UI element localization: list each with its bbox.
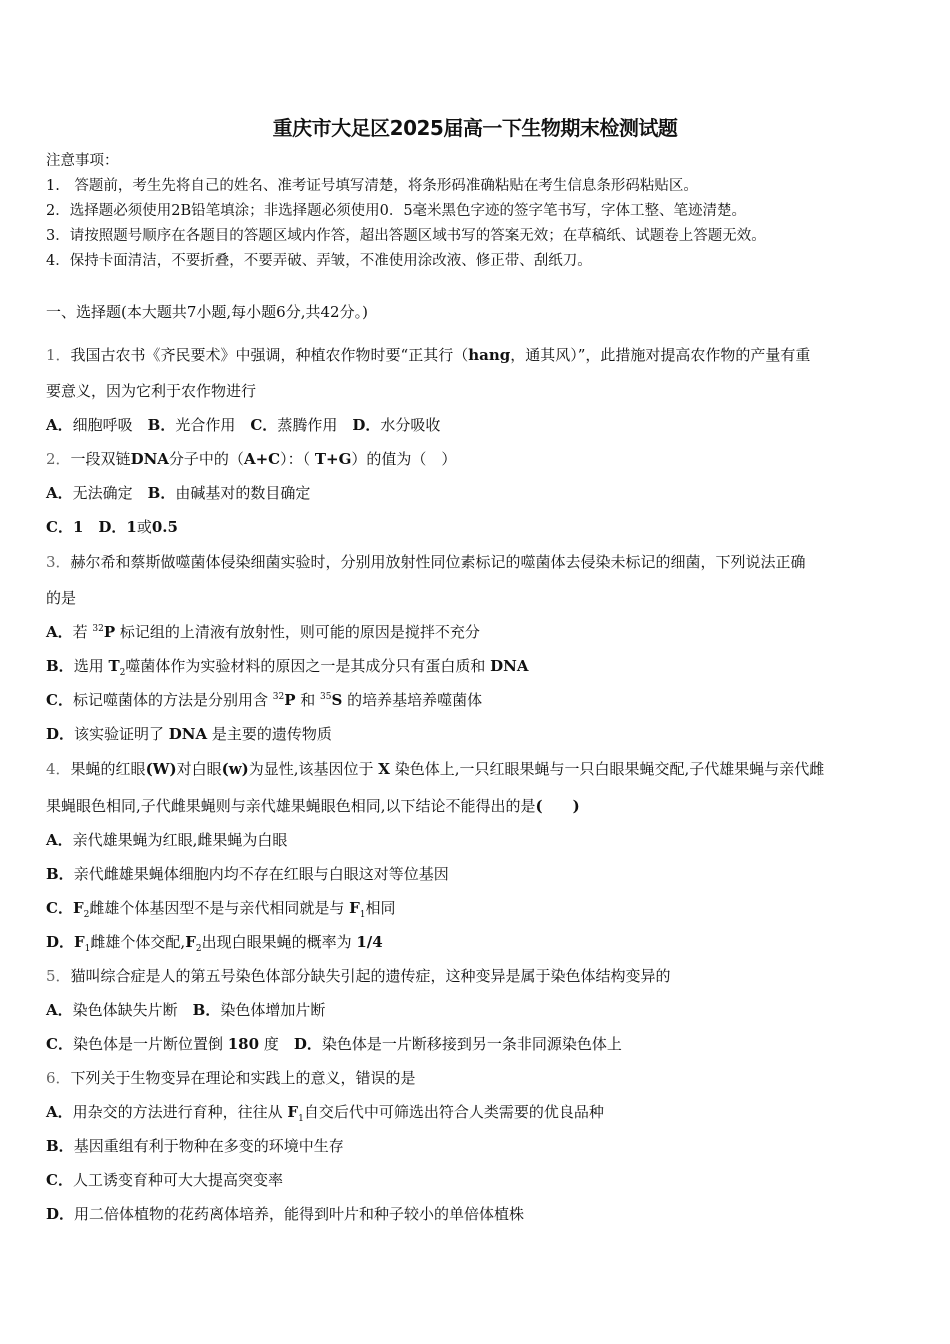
text-run: 1/4 xyxy=(356,933,383,951)
text-run: A． xyxy=(46,623,73,641)
text-run: 赫尔希和蔡斯做噬菌体侵染细菌实验时，分别用放射性同位素标记的噬菌体去侵染未标记的细菌，下列说法正确 xyxy=(70,553,806,571)
text-run: 度 xyxy=(259,1035,294,1053)
text-run: 染色体是一片断移接到另一条非同源染色体上 xyxy=(321,1035,622,1053)
text-run: S xyxy=(331,691,343,709)
text-run: 3．请按照题号顺序在各题目的答题区域内作答，超出答题区域书写的答案无效；在草稿纸、试题卷上答题无效。 xyxy=(46,228,766,244)
text-run: 2． xyxy=(46,450,71,468)
text-run: 是主要的遗传物质 xyxy=(207,725,332,743)
text-run: C． xyxy=(46,1171,73,1189)
text-run: 35 xyxy=(320,692,332,702)
text-run: 亲代雄果蝇为红眼,雌果蝇为白眼 xyxy=(72,831,288,849)
text-run: C．F xyxy=(46,899,84,917)
text-line xyxy=(46,830,287,850)
text-run: 1 xyxy=(359,910,366,920)
text-run: (W) xyxy=(145,760,177,778)
text-run: 2．选择题必须使用2B铅笔填涂；非选择题必须使用0．5毫米黑色字迹的签字笔书写，字体工整、笔迹清楚。 xyxy=(46,203,747,219)
text-run: T xyxy=(108,657,120,675)
section-heading: 一、选择题(本大题共7小题,每小题6分,共42分。) xyxy=(46,303,368,321)
text-line xyxy=(46,690,482,710)
text-run: 对白眼 xyxy=(176,760,222,778)
text-run: DNA xyxy=(130,450,169,468)
text-run: 染色体增加片断 xyxy=(220,1001,326,1019)
text-run: 32 xyxy=(92,624,104,634)
text-run: 一段双链 xyxy=(70,450,131,468)
text-run: B． xyxy=(46,1137,74,1155)
text-run: 选用 xyxy=(73,657,109,675)
text-line xyxy=(46,622,480,642)
text-run: 无法确定 xyxy=(72,484,148,502)
text-run: 自交后代中可筛选出符合人类需要的优良品种 xyxy=(303,1103,604,1121)
text-run: C． xyxy=(46,1035,73,1053)
text-run: 2 xyxy=(83,910,90,920)
text-run: 我国古农书《齐民要术》中强调，种植农作物时要“正其行（ xyxy=(70,346,469,364)
text-run: 基因重组有利于物种在多变的环境中生存 xyxy=(73,1137,344,1155)
text-run: A． xyxy=(46,416,73,434)
text-line xyxy=(46,345,810,365)
text-run: P xyxy=(284,691,296,709)
text-line xyxy=(46,381,256,401)
text-run: DNA xyxy=(490,657,529,675)
text-run: 光合作用 xyxy=(175,416,251,434)
text-run: 3． xyxy=(46,553,71,571)
text-run: 4．保持卡面清洁，不要折叠，不要弄破、弄皱，不准使用涂改液、修正带、刮纸刀。 xyxy=(46,253,592,269)
text-run: 雌雄个体交配, xyxy=(90,933,186,951)
text-run: P xyxy=(103,623,116,641)
text-line xyxy=(46,517,178,537)
text-run: 2 xyxy=(119,668,126,678)
text-run: 1 xyxy=(298,1114,304,1124)
text-run: 的是 xyxy=(46,589,77,607)
text-run: B． xyxy=(46,657,74,675)
text-run: 噬菌体作为实验材料的原因之一是其成分只有蛋白质和 xyxy=(125,657,491,675)
document-title: 重庆市大足区2025届高一下生物期末检测试题 xyxy=(272,116,678,140)
text-run: 人工诱变育种可大大提高突变率 xyxy=(72,1171,283,1189)
text-run: 2 xyxy=(195,944,202,954)
text-run: A． xyxy=(46,1001,73,1019)
text-run: 和 xyxy=(295,691,321,709)
text-run: ）：（ xyxy=(280,450,315,468)
text-run: C． xyxy=(250,416,278,434)
text-run: 为显性,该基因位于 xyxy=(248,760,379,778)
text-run: D． xyxy=(46,1205,75,1223)
text-run: 4． xyxy=(46,760,71,778)
text-run: A+C xyxy=(243,450,281,468)
text-run: D． xyxy=(352,416,381,434)
text-run: 1. 答题前，考生先将自己的姓名、准考证号填写清楚，将条形码准确粘贴在考生信息条形码粘贴区。 xyxy=(46,178,698,194)
text-run: D．F xyxy=(46,933,85,951)
text-run: B． xyxy=(147,416,176,434)
text-run: 标记组的上清液有放射性，则可能的原因是搅拌不充分 xyxy=(115,623,480,641)
text-run: 细胞呼吸 xyxy=(72,416,148,434)
text-run: 6． xyxy=(46,1069,71,1087)
text-run: 由碱基对的数目确定 xyxy=(175,484,311,502)
text-run: 雌雄个体基因型不是与亲代相同就是与 xyxy=(89,899,350,917)
text-line xyxy=(46,1000,325,1020)
text-line xyxy=(46,966,671,986)
text-run: 染色体上,一只红眼果蝇与一只白眼果蝇交配,子代雄果蝇与亲代雌 xyxy=(389,760,825,778)
text-line xyxy=(46,1068,416,1088)
text-run: ( ) xyxy=(535,797,580,815)
text-line xyxy=(46,759,824,779)
text-run: 用杂交的方法进行育种，往往从 xyxy=(72,1103,288,1121)
text-line xyxy=(46,176,698,196)
text-line xyxy=(46,724,332,744)
text-run: 染色体是一片断位置倒 xyxy=(72,1035,228,1053)
text-run: D． xyxy=(293,1035,322,1053)
text-line xyxy=(46,415,440,435)
text-run: 果蝇的红眼 xyxy=(70,760,146,778)
text-run: hang xyxy=(468,346,511,364)
text-run: 若 xyxy=(72,623,93,641)
text-run: F xyxy=(287,1103,299,1121)
text-run: (w) xyxy=(221,760,249,778)
text-line xyxy=(46,201,746,221)
text-line xyxy=(46,251,592,271)
text-run: DNA xyxy=(168,725,208,743)
text-run: 亲代雌雄果蝇体细胞内均不存在红眼与白眼这对等位基因 xyxy=(73,865,449,883)
text-run: 果蝇眼色相同,子代雌果蝇则与亲代雄果蝇眼色相同,以下结论不能得出的是 xyxy=(46,797,536,815)
text-line xyxy=(46,588,76,608)
text-run: B． xyxy=(46,865,74,883)
text-run: F xyxy=(349,899,360,917)
text-line xyxy=(46,483,310,503)
text-line xyxy=(46,864,449,884)
text-line xyxy=(46,656,529,676)
text-run: A． xyxy=(46,484,73,502)
text-run: 出现白眼果蝇的概率为 xyxy=(201,933,357,951)
text-run: X xyxy=(378,760,390,778)
text-run: 下列关于生物变异在理论和实践上的意义，错误的是 xyxy=(70,1069,416,1087)
text-run: 标记噬菌体的方法是分别用含 xyxy=(72,691,273,709)
text-line xyxy=(46,552,806,572)
text-run: 1 xyxy=(84,944,91,954)
text-run: 用二倍体植物的花药离体培养，能得到叶片和种子较小的单倍体植株 xyxy=(74,1205,525,1223)
text-run: 5． xyxy=(46,967,71,985)
text-run: 该实验证明了 xyxy=(74,725,169,743)
text-run: 染色体缺失片断 xyxy=(72,1001,193,1019)
text-line xyxy=(46,932,383,952)
text-run: 的培养基培养噬菌体 xyxy=(342,691,483,709)
text-run: D． xyxy=(46,725,75,743)
text-run: B． xyxy=(192,1001,221,1019)
text-line xyxy=(46,1034,622,1054)
text-run: ，通其风）”，此措施对提高农作物的产量有重 xyxy=(510,346,811,364)
text-line xyxy=(46,449,456,469)
text-line xyxy=(46,796,580,816)
text-run: ）的值为（ ） xyxy=(351,450,457,468)
text-run: A． xyxy=(46,1103,73,1121)
text-run: A． xyxy=(46,831,73,849)
text-run: 32 xyxy=(272,692,285,702)
text-run: B． xyxy=(147,484,176,502)
text-line xyxy=(46,226,766,246)
text-line xyxy=(46,1170,283,1190)
text-run: T+G xyxy=(314,450,352,468)
text-run: 1． xyxy=(46,346,71,364)
text-run: C． xyxy=(46,691,73,709)
text-run: 分子中的（ xyxy=(168,450,244,468)
text-line xyxy=(46,1136,344,1156)
text-run: 猫叫综合症是人的第五号染色体部分缺失引起的遗传症，这种变异是属于染色体结构变异的 xyxy=(70,967,671,985)
text-run: C．1 D．1 xyxy=(46,518,137,536)
text-line xyxy=(46,1102,604,1122)
text-run: 注意事项： xyxy=(46,153,119,169)
text-run: 或 xyxy=(136,518,152,536)
text-line xyxy=(46,898,396,918)
text-run: 180 xyxy=(227,1035,260,1053)
text-run: F xyxy=(185,933,196,951)
text-line xyxy=(46,1204,524,1224)
text-line xyxy=(46,151,119,171)
text-run: 0.5 xyxy=(151,518,178,536)
text-run: 蒸腾作用 xyxy=(277,416,353,434)
text-run: 相同 xyxy=(365,899,396,917)
text-run: 水分吸收 xyxy=(380,416,441,434)
text-run: 要意义，因为它利于农作物进行 xyxy=(46,382,257,400)
